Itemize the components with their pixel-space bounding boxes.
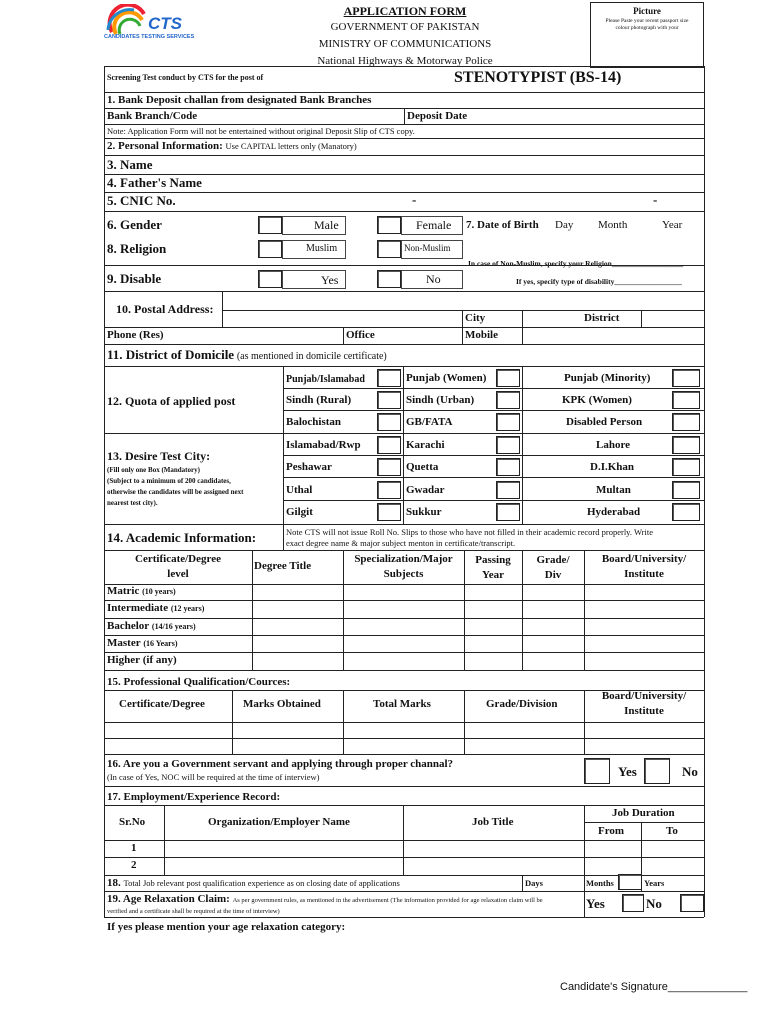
muslim-label: Muslim [306, 243, 338, 254]
post-name: STENOTYPIST (BS-14) [454, 69, 622, 86]
exp-years-label[interactable]: Years [644, 878, 665, 888]
nonmuslim-label: Non-Muslim [404, 243, 451, 253]
row-sub: (14/16 years) [151, 622, 196, 631]
candidate-signature[interactable]: Candidate's Signature_____________ [560, 981, 748, 993]
city-peshawar: Peshawar [286, 461, 332, 473]
prof-col-board-line2: Institute [624, 705, 664, 717]
religion-nonmuslim-checkbox[interactable] [377, 240, 401, 258]
header-line-1: GOVERNMENT OF PAKISTAN [330, 21, 480, 33]
city-gilgit-checkbox[interactable] [377, 503, 401, 521]
row-label: Master [107, 637, 141, 649]
disable-yes-checkbox[interactable] [258, 270, 282, 288]
city-sukkur-checkbox[interactable] [496, 503, 520, 521]
govt-servant-note: (In case of Yes, NOC will be required at the time of interview) [107, 772, 320, 782]
prof-col-certificate: Certificate/Degree [119, 698, 205, 710]
city-label: City [465, 312, 486, 324]
gender-label: 6. Gender [107, 217, 162, 232]
gender-male-checkbox[interactable] [258, 216, 282, 234]
col-grade-line1: Grade/ [536, 554, 570, 566]
father-name-field[interactable] [220, 175, 700, 191]
row-sub: (10 years) [142, 587, 176, 596]
quota-punjab-women: Punjab (Women) [406, 372, 487, 384]
row-label: Intermediate [107, 602, 169, 614]
city-di-khan-checkbox[interactable] [672, 458, 700, 476]
s2-note: Use CAPITAL letters only (Manatory) [225, 141, 357, 151]
prof-col-marks: Marks Obtained [243, 698, 321, 710]
father-name-label: 4. Father's Name [107, 175, 202, 190]
row-sub: (16 Years) [143, 639, 178, 648]
logo-subtitle: CANDIDATES TESTING SERVICES [104, 34, 195, 40]
col-grade [522, 553, 584, 583]
cts-logo [104, 4, 199, 44]
exp-months-label[interactable]: Months [586, 878, 614, 888]
domicile-note: (as mentioned in domicile certificate) [236, 351, 387, 362]
govt-no-checkbox[interactable] [644, 758, 670, 784]
test-city-note-1: (Fill only one Box (Mandatory) [107, 466, 200, 474]
col-grade-line2: Div [544, 569, 562, 581]
col-board-line2: Institute [624, 568, 664, 580]
total-exp-row [107, 877, 400, 889]
academic-row-intermediate[interactable] [107, 602, 204, 614]
age-relax-category-field[interactable] [360, 919, 700, 935]
quota-balochistan-checkbox[interactable] [377, 413, 401, 431]
col-passing-line1: Passing [475, 554, 511, 566]
cnic-dash-2: - [653, 192, 658, 207]
emp-col-to: To [666, 825, 678, 837]
age-relax-note-2: verified and a certificate shall be required at the time of interview) [107, 908, 280, 915]
city-islamabad-rwp-checkbox[interactable] [377, 436, 401, 454]
govt-servant-question: 16. Are you a Government servant and applying through proper channal? [107, 758, 454, 770]
religion-label: 8. Religion [107, 241, 167, 256]
city-quetta-checkbox[interactable] [496, 458, 520, 476]
emp-row-1[interactable]: 1 [131, 842, 137, 854]
bank-branch-label: Bank Branch/Code [107, 110, 198, 122]
dob-month[interactable]: Month [598, 219, 628, 231]
emp-row-2[interactable]: 2 [131, 859, 137, 871]
s1-title: 1. Bank Deposit challan from designated Bank Branches [107, 94, 372, 106]
cnic-field[interactable] [220, 193, 700, 209]
city-uthal: Uthal [286, 484, 313, 496]
quota-punjab-minority-checkbox[interactable] [672, 369, 700, 387]
quota-balochistan: Balochistan [286, 416, 342, 428]
city-gwadar-checkbox[interactable] [496, 481, 520, 499]
quota-gb-fata: GB/FATA [406, 416, 453, 428]
emp-col-job: Job Title [472, 816, 514, 828]
age-relax-yes-label: Yes [586, 896, 605, 911]
quota-disabled-person-checkbox[interactable] [672, 413, 700, 431]
row-label: Matric [107, 585, 140, 597]
academic-row-matric[interactable] [107, 585, 176, 597]
postal-address-label: 10. Postal Address: [116, 302, 214, 316]
employment-label: 17. Employment/Experience Record: [107, 791, 281, 803]
prof-col-board [584, 689, 704, 719]
quota-punjab-women-checkbox[interactable] [496, 369, 520, 387]
city-peshawar-checkbox[interactable] [377, 458, 401, 476]
picture-box[interactable] [590, 2, 704, 68]
disable-no-checkbox[interactable] [377, 270, 401, 288]
exp-days-label[interactable]: Days [525, 878, 543, 888]
emp-col-srno: Sr.No [119, 816, 146, 828]
form-title: APPLICATION FORM [343, 4, 467, 18]
city-uthal-checkbox[interactable] [377, 481, 401, 499]
cnic-label: 5. CNIC No. [107, 193, 176, 208]
s1-note: Note: Application Form will not be entertained without original Deposit Slip of CTS copy. [107, 126, 415, 136]
header-line-3: National Highways & Motorway Police [317, 55, 493, 67]
postal-address-field[interactable] [223, 292, 703, 310]
post-label: Screening Test conduct by CTS for the post of [107, 73, 264, 82]
dob-label: 7. Date of Birth [466, 219, 539, 231]
age-relax-no-checkbox[interactable] [680, 894, 704, 912]
row-label: Higher [107, 654, 140, 666]
dob-year[interactable]: Year [662, 219, 683, 231]
col-specialization-line2: Subjects [383, 568, 424, 580]
col-degree-title: Degree Title [254, 560, 312, 572]
disability-note: If yes, specify type of disability__________________ [516, 277, 682, 286]
city-lahore: Lahore [596, 439, 631, 451]
col-specialization [343, 552, 464, 582]
quota-sindh-rural: Sindh (Rural) [286, 394, 352, 406]
picture-note: Please Paste your recent passport size colour photograph with your [605, 18, 689, 31]
quota-gb-fata-checkbox[interactable] [496, 413, 520, 431]
domicile-heading [107, 347, 387, 363]
emp-col-org: Organization/Employer Name [208, 816, 350, 828]
district-label: District [584, 312, 620, 324]
total-exp-num: 18. [107, 877, 121, 889]
name-field[interactable] [220, 157, 700, 173]
quota-sindh-rural-checkbox[interactable] [377, 391, 401, 409]
deposit-date-field[interactable] [470, 108, 704, 124]
quota-sindh-urban: Sindh (Urban) [406, 394, 475, 406]
logo-text: CTS [148, 14, 182, 33]
exp-months-box[interactable] [618, 874, 642, 890]
city-karachi: Karachi [406, 439, 445, 451]
col-certificate-line1: Certificate/Degree [135, 553, 221, 565]
total-exp-text: Total Job relevant post qualification experience as on closing date of applications [123, 878, 400, 888]
emp-col-from: From [598, 825, 625, 837]
religion-muslim-checkbox[interactable] [258, 240, 282, 258]
govt-yes-label: Yes [618, 764, 637, 779]
row-sub: (12 years) [170, 604, 205, 613]
col-passing-year [464, 553, 522, 583]
city-sukkur: Sukkur [406, 506, 442, 518]
office-label: Office [346, 329, 375, 341]
test-city-note-2: (Subject to a minimum of 200 candidates, [107, 477, 231, 485]
professional-label: 15. Professional Qualification/Cources: [107, 676, 291, 688]
academic-label: 14. Academic Information: [107, 530, 257, 545]
quota-kpk-women: KPK (Women) [562, 394, 632, 406]
col-certificate-line2: level [167, 568, 189, 580]
quota-disabled-person: Disabled Person [566, 416, 643, 428]
col-specialization-line1: Specialization/Major [354, 553, 453, 565]
cnic-dash-1: - [412, 192, 417, 207]
female-label: Female [416, 218, 452, 232]
disable-yes-label: Yes [321, 273, 339, 287]
domicile-label: 11. District of Domicile [107, 347, 235, 362]
academic-row-master[interactable] [107, 637, 177, 649]
phone-res-label: Phone (Res) [107, 329, 164, 341]
prof-col-grade: Grade/Division [486, 698, 558, 710]
academic-note-2: exact degree name & major subject menton in certificate/transcript. [286, 538, 516, 548]
city-hyderabad-checkbox[interactable] [672, 503, 700, 521]
quota-sindh-urban-checkbox[interactable] [496, 391, 520, 409]
header-line-2: MINISTRY OF COMMUNICATIONS [318, 38, 492, 50]
dob-day[interactable]: Day [555, 219, 574, 231]
disable-label: 9. Disable [107, 271, 162, 286]
age-relax-category-label: If yes please mention your age relaxation category: [107, 921, 346, 933]
quota-punjab-islamabad: Punjab/Islamabad [286, 374, 365, 385]
male-label: Male [314, 218, 339, 232]
govt-yes-checkbox[interactable] [584, 758, 610, 784]
city-hyderabad: Hyderabad [587, 506, 641, 518]
age-relax-no-label: No [646, 896, 662, 911]
s2-heading [107, 140, 357, 152]
quota-punjab-minority: Punjab (Minority) [564, 372, 651, 384]
disable-no-label: No [426, 272, 441, 286]
age-relax-row [107, 893, 543, 905]
religion-note: In case of Non-Muslim, specify your Religion___________________ [468, 259, 684, 268]
emp-col-duration: Job Duration [612, 807, 675, 819]
quota-label: 12. Quota of applied post [107, 394, 236, 408]
col-certificate [104, 552, 252, 582]
test-city-note-4: nearest test city). [107, 499, 158, 507]
deposit-date-label: Deposit Date [407, 110, 468, 122]
academic-note-1: Note CTS will not issue Roll No. Slips to those who have not filled in their academic record properly. Write [286, 527, 653, 537]
city-quetta: Quetta [406, 461, 439, 473]
test-city-note-3: otherwise the candidates will be assigned next [107, 488, 244, 496]
row-label: Bachelor [107, 620, 150, 632]
test-city-label: 13. Desire Test City: [107, 449, 211, 463]
prof-col-total: Total Marks [373, 698, 431, 710]
city-gilgit: Gilgit [286, 506, 313, 518]
col-passing-line2: Year [482, 569, 504, 581]
picture-title: Picture [633, 6, 661, 16]
city-multan-checkbox[interactable] [672, 481, 700, 499]
age-relax-yes-checkbox[interactable] [622, 894, 644, 912]
city-lahore-checkbox[interactable] [672, 436, 700, 454]
academic-row-bachelor[interactable] [107, 620, 196, 632]
name-label: 3. Name [107, 157, 153, 172]
s2-title: 2. Personal Information: [107, 140, 223, 152]
prof-col-board-line1: Board/University/ [601, 690, 687, 702]
age-relax-title: 19. Age Relaxation Claim: [107, 893, 230, 905]
academic-row-higher[interactable] [107, 654, 177, 666]
city-karachi-checkbox[interactable] [496, 436, 520, 454]
col-board-line1: Board/University/ [601, 553, 687, 565]
city-gwadar: Gwadar [406, 484, 445, 496]
gender-female-checkbox[interactable] [377, 216, 401, 234]
col-board [584, 552, 704, 582]
age-relax-note-1: As per government rules, as mentioned in the advertisement (The information provided for age relaxation claim will be [232, 897, 543, 904]
city-multan: Multan [596, 484, 631, 496]
header-block [280, 3, 530, 70]
quota-kpk-women-checkbox[interactable] [672, 391, 700, 409]
city-di-khan: D.I.Khan [590, 461, 635, 473]
quota-punjab-islamabad-checkbox[interactable] [377, 369, 401, 387]
city-islamabad-rwp: Islamabad/Rwp [286, 439, 361, 451]
mobile-label: Mobile [465, 329, 498, 341]
row-sub: (if any) [142, 654, 177, 666]
govt-no-label: No [682, 764, 698, 779]
